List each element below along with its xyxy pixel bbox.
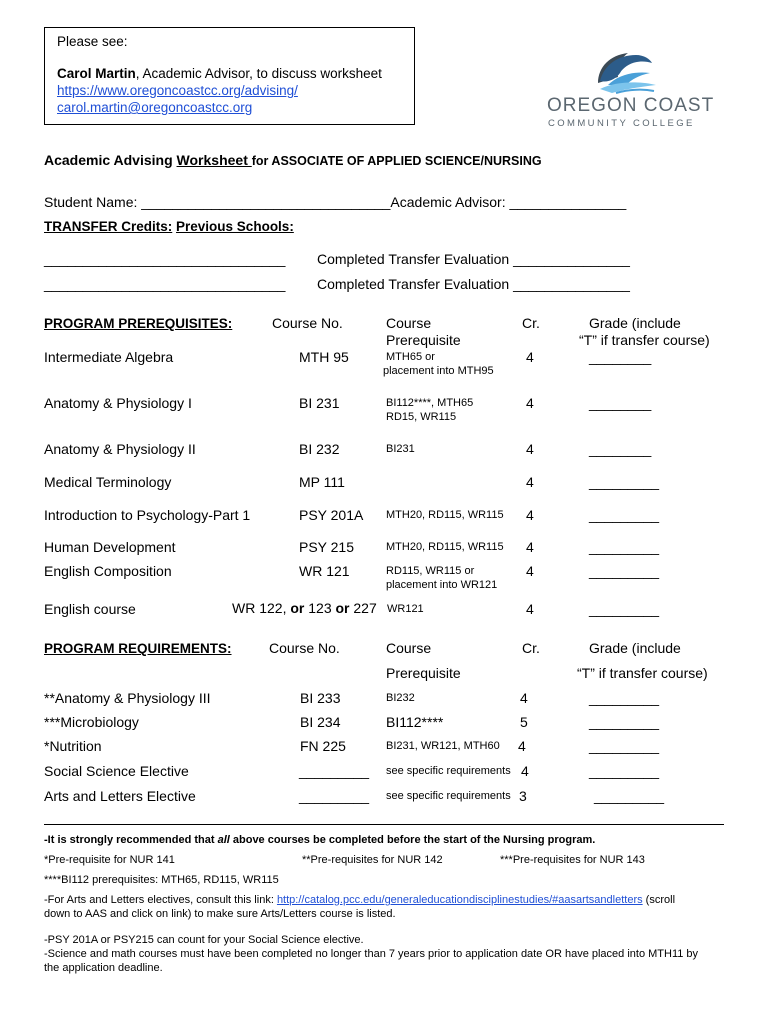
req-credits: 4 <box>521 763 529 779</box>
divider <box>44 824 724 825</box>
prereq-credits: 4 <box>526 349 534 365</box>
prereq-grade-blank[interactable]: _________ <box>589 563 660 579</box>
req-course-no-blank[interactable]: _________ <box>299 763 370 779</box>
prereq-requirement: BI112****, MTH65 <box>386 397 474 409</box>
prereq-grade-blank[interactable]: ________ <box>589 441 652 457</box>
advisor-role: , Academic Advisor, to discuss worksheet <box>135 66 382 81</box>
please-see-label: Please see: <box>57 34 128 49</box>
requirements-heading: PROGRAM REQUIREMENTS: <box>44 641 232 656</box>
prereq-requirement: MTH20, RD115, WR115 <box>386 509 504 521</box>
note-nur142: **Pre-requisites for NUR 142 <box>302 854 443 866</box>
note-nur143: ***Pre-requisites for NUR 143 <box>500 854 645 866</box>
req-name: **Anatomy & Physiology III <box>44 690 211 706</box>
req-grade-blank[interactable]: _________ <box>589 763 660 779</box>
title-part-2: Worksheet <box>176 152 252 168</box>
prereq-course-no-header: Course No. <box>272 315 343 331</box>
logo-subtitle: COMMUNITY COLLEGE <box>548 118 695 129</box>
req-prerequisite: see specific requirements <box>386 790 511 802</box>
prereq-credits: 4 <box>526 441 534 457</box>
prerequisites-heading: PROGRAM PREREQUISITES: <box>44 316 233 331</box>
english-option-2: 123 <box>304 600 336 616</box>
english-option-1: WR 122, <box>232 600 291 616</box>
note-science: -Science and math courses must have been completed no longer than 7 years prior to application date OR have placed into MTH11 by <box>44 948 699 960</box>
prereq-course-no: PSY 201A <box>299 507 364 523</box>
req-course-header: Course <box>386 640 432 656</box>
req-grade-header: Grade (include <box>589 640 681 656</box>
school-blank-1[interactable]: _______________________________ <box>44 251 286 267</box>
prereq-course-header: Course <box>386 315 432 331</box>
prereq-prerequisite-header: Prerequisite <box>386 332 461 348</box>
req-prerequisite: see specific requirements <box>386 765 511 777</box>
req-course-no: FN 225 <box>300 738 346 754</box>
prereq-grade-blank[interactable]: _________ <box>589 539 660 555</box>
req-course-no-header: Course No. <box>269 640 340 656</box>
transfer-evaluation-1[interactable]: Completed Transfer Evaluation _______________ <box>317 251 630 267</box>
prereq-cr-header: Cr. <box>522 315 540 331</box>
prereq-grade-header-2: “T” if transfer course) <box>579 332 710 348</box>
contact-box <box>44 27 415 125</box>
req-credits: 4 <box>520 690 528 706</box>
prereq-credits: 4 <box>526 539 534 555</box>
advisor-line <box>57 66 382 81</box>
prereq-course-no: PSY 215 <box>299 539 355 555</box>
req-grade-blank[interactable]: _________ <box>589 714 660 730</box>
prereq-name: English Composition <box>44 563 172 579</box>
prereq-credits: 4 <box>526 474 534 490</box>
req-name: ***Microbiology <box>44 714 139 730</box>
req-grade-blank[interactable]: _________ <box>589 738 660 754</box>
or-label: or <box>290 600 305 616</box>
req-credits: 5 <box>520 714 528 730</box>
note-arts-letters-2: down to AAS and click on link) to make sure Arts/Letters course is listed. <box>44 908 396 920</box>
req-course-no: BI 234 <box>300 714 341 730</box>
prereq-name: Anatomy & Physiology II <box>44 441 196 457</box>
prereq-requirement-2: placement into MTH95 <box>383 365 494 377</box>
transfer-credits-label <box>44 219 294 234</box>
prereq-requirement-2: placement into WR121 <box>386 579 498 591</box>
req-prerequisite: BI232 <box>386 692 415 704</box>
english-option-3: 227 <box>349 600 377 616</box>
or-label: or <box>335 600 350 616</box>
prereq-course-no: MP 111 <box>299 474 345 490</box>
page-title <box>44 152 542 168</box>
recommend-text-a: -It is strongly recommended that <box>44 834 218 846</box>
student-advisor-line[interactable]: Student Name: ________________________________Academic Advisor: _______________ <box>44 194 627 210</box>
note-psy: -PSY 201A or PSY215 can count for your Social Science elective. <box>44 934 364 946</box>
prereq-course-no: BI 232 <box>299 441 340 457</box>
recommendation-note <box>44 834 595 846</box>
english-course-prereq: WR121 <box>387 603 424 615</box>
prereq-grade-blank[interactable]: _________ <box>589 507 660 523</box>
req-prerequisite-header: Prerequisite <box>386 665 461 681</box>
english-course-credits: 4 <box>526 601 534 617</box>
req-name: *Nutrition <box>44 738 102 754</box>
prereq-course-no: WR 121 <box>299 563 350 579</box>
arts-text-b: (scroll <box>642 894 676 906</box>
prereq-grade-blank[interactable]: _________ <box>589 474 660 490</box>
req-grade-blank[interactable]: _________ <box>594 788 665 804</box>
advisor-email-link[interactable]: carol.martin@oregoncoastcc.org <box>57 100 253 115</box>
advisor-name: Carol Martin <box>57 66 136 81</box>
logo-title: OREGON COAST <box>547 95 715 116</box>
req-grade-header-2: “T” if transfer course) <box>577 665 708 681</box>
prereq-requirement: BI231 <box>386 443 415 455</box>
req-grade-blank[interactable]: _________ <box>589 690 660 706</box>
note-science-2: the application deadline. <box>44 962 163 974</box>
prereq-requirement: MTH20, RD115, WR115 <box>386 541 504 553</box>
prereq-requirement: MTH65 or <box>386 351 435 363</box>
prereq-name: Intermediate Algebra <box>44 349 174 365</box>
recommend-emphasis: all <box>217 834 230 846</box>
english-course-grade-blank[interactable]: _________ <box>589 601 660 617</box>
req-prerequisite: BI231, WR121, MTH60 <box>386 740 500 752</box>
prereq-requirement-2: RD15, WR115 <box>386 411 457 423</box>
school-blank-2[interactable]: _______________________________ <box>44 276 286 292</box>
req-prerequisite: BI112**** <box>386 714 444 730</box>
wave-logo-icon <box>540 45 700 100</box>
prereq-credits: 4 <box>526 395 534 411</box>
req-credits: 3 <box>519 788 527 804</box>
prereq-credits: 4 <box>526 563 534 579</box>
prereq-name: Medical Terminology <box>44 474 172 490</box>
req-name: Social Science Elective <box>44 763 189 779</box>
note-arts-letters <box>44 894 675 906</box>
req-name: Arts and Letters Elective <box>44 788 196 804</box>
prereq-grade-blank[interactable]: ________ <box>589 349 652 365</box>
recommend-text-c: above courses be completed before the start of the Nursing program. <box>229 834 596 846</box>
req-course-no-blank[interactable]: _________ <box>299 788 370 804</box>
advising-url-link[interactable]: https://www.oregoncoastcc.org/advising/ <box>57 83 298 98</box>
prereq-name: Anatomy & Physiology I <box>44 395 192 411</box>
transfer-label: TRANSFER Credits: <box>44 219 173 234</box>
transfer-evaluation-2[interactable]: Completed Transfer Evaluation _______________ <box>317 276 630 292</box>
req-credits: 4 <box>518 738 526 754</box>
prereq-grade-header: Grade (include <box>589 315 681 331</box>
prereq-name: Introduction to Psychology-Part 1 <box>44 507 251 523</box>
prereq-course-no: BI 231 <box>299 395 340 411</box>
arts-catalog-link[interactable]: http://catalog.pcc.edu/generaleducationdisciplinestudies/#aasartsandletters <box>276 894 643 906</box>
title-part-1: Academic Advising <box>44 152 177 168</box>
note-nur141: *Pre-requisite for NUR 141 <box>44 854 175 866</box>
prereq-name: Human Development <box>44 539 176 555</box>
prereq-requirement: RD115, WR115 or <box>386 565 475 577</box>
prereq-credits: 4 <box>526 507 534 523</box>
req-course-no: BI 233 <box>300 690 341 706</box>
arts-text-a: -For Arts and Letters electives, consult this link: <box>44 894 277 906</box>
note-bi112: ****BI112 prerequisites: MTH65, RD115, WR115 <box>44 874 279 886</box>
title-part-3: for ASSOCIATE OF APPLIED SCIENCE/NURSING <box>251 154 542 168</box>
previous-schools-label: Previous Schools: <box>176 219 294 234</box>
english-course-options <box>232 600 377 616</box>
prereq-grade-blank[interactable]: ________ <box>589 395 652 411</box>
req-cr-header: Cr. <box>522 640 540 656</box>
english-course-name: English course <box>44 601 136 617</box>
prereq-course-no: MTH 95 <box>299 349 349 365</box>
